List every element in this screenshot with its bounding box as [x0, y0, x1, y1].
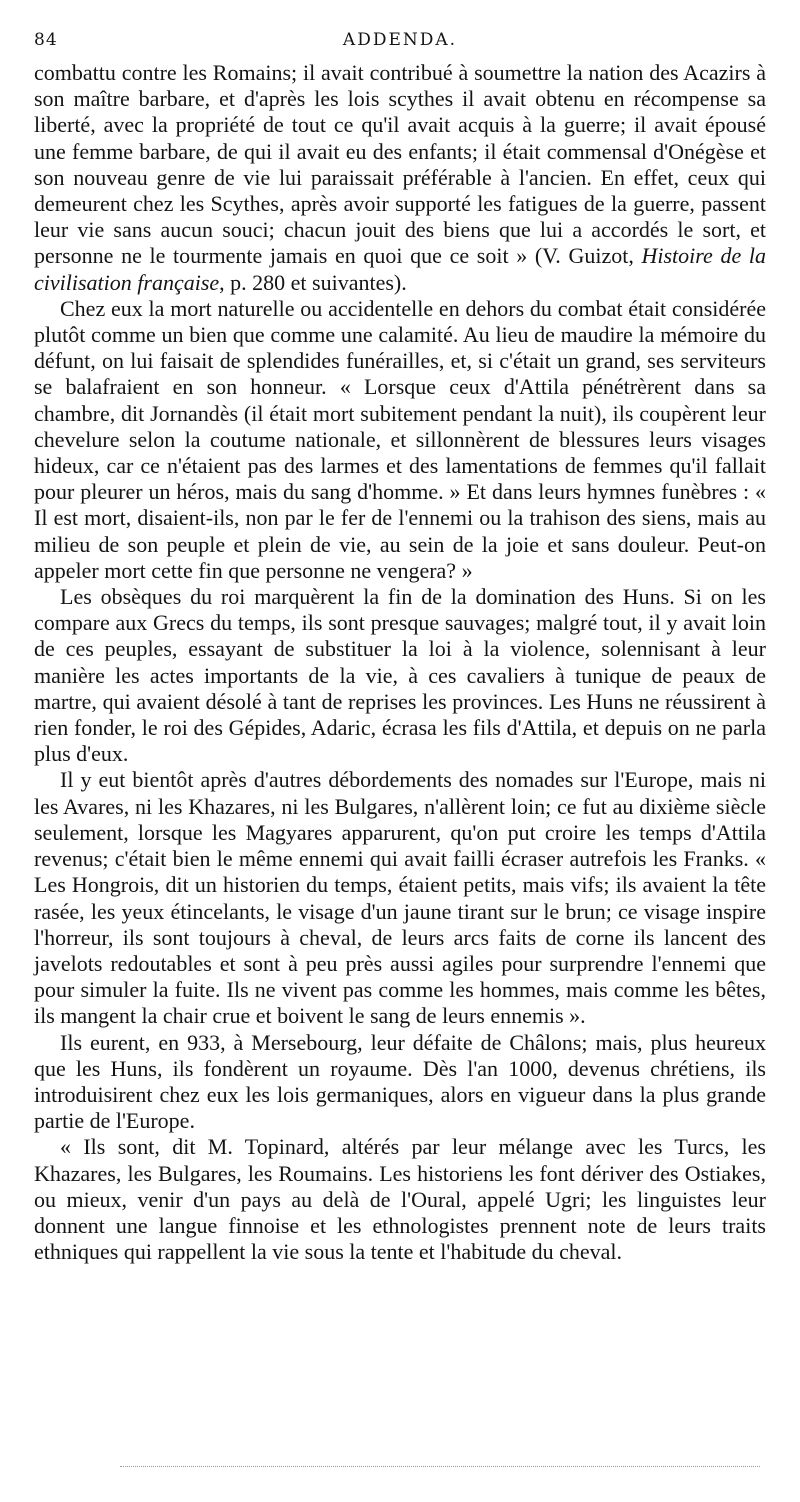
- page-number: 84: [34, 30, 58, 50]
- page-header: [34, 30, 766, 56]
- paragraph-death-customs: Chez eux la mort naturelle ou accidentelle en dehors du combat était considérée plutôt comme un bien que comme une calamité. Au lieu de maudire la mémoire du défunt, on lui faisait de splendides funérailles, et, si c'était un grand, ses serviteurs se balafraient en son honneur. « Lorsque ceux d'Attila pénétrèrent dans sa chambre, dit Jornandès (il était mort subitement pendant la nuit), ils coupèrent leur chevelure selon la coutume nationale, et sillonnèrent de blessures leurs visages hideux, car ce n'étaient pas des larmes et des lamentations de femmes qu'il fallait pour pleurer un héros, mais du sang d'homme. » Et dans leurs hymnes funèbres : « Il est mort, disaient-ils, non par le fer de l'ennemi ou la trahison des siens, mais au milieu de son peuple et plein de vie, au sein de la joie et sans douleur. Peut-on appeler mort cette fin que personne ne vengera? »: [34, 295, 766, 583]
- paragraph-text: combattu contre les Romains; il avait contribué à soumettre la nation des Acazirs à son maître barbare, et d'après les lois scythes il avait obtenu en récompense sa liberté, avec la propriété de tout ce qu'il avait acquis à la guerre; il avait épousé une femme barbare, de qui il avait eu des enfants; il était commensal d'Onégèse et son nouveau genre de vie lui paraissait préférable à l'ancien. En effet, ceux qui demeurent chez les Scythes, après avoir supporté les fatigues de la guerre, passent leur vie sans aucun souci; chacun jouit des biens que lui a accordés le sort, et personne ne le tourmente jamais en quoi que ce soit » (V. Guizot,: [34, 60, 766, 269]
- body-text: [34, 60, 766, 1265]
- paragraph-topinard-quote: « Ils sont, dit M. Topinard, altérés par leur mélange avec les Turcs, les Khazares, les Bulgares, les Roumains. Les historiens les font dériver des Ostiakes, ou mieux, venir d'un pays au delà de l'Oural, appelé Ugri; les linguistes leur donnent une langue finnoise et les ethnologistes prennent note de leurs traits ethniques qui rappellent la vie sous la tente et l'habitude du cheval.: [34, 1134, 766, 1265]
- paragraph-text: , p. 280 et suivantes).: [219, 269, 407, 295]
- paragraph-continuation: [34, 60, 766, 296]
- paragraph-magyars: Il y eut bientôt après d'autres débordements des nomades sur l'Europe, mais ni les Avares, ni les Khazares, ni les Bulgares, n'allèrent loin; ce fut au dixième siècle seulement, lorsque les Magyares apparurent, qu'on put croire les temps d'Attila revenus; c'était bien le même ennemi qui avait failli écraser autrefois les Franks. « Les Hongrois, dit un historien du temps, étaient petits, mais vifs; ils avaient la tête rasée, les yeux étincelants, le visage d'un jaune tirant sur le brun; ce visage inspire l'horreur, ils sont toujours à cheval, de leurs arcs faits de corne ils lancent des javelots redoutables et sont à peu près aussi agiles pour surprendre l'ennemi que pour simuler la fuite. Ils ne vivent pas comme les hommes, mais comme les bêtes, ils mangent la chair crue et boivent le sang de leurs ennemis ».: [34, 767, 766, 1029]
- paragraph-kingdom: Ils eurent, en 933, à Mersebourg, leur défaite de Châlons; mais, plus heureux que les Huns, ils fondèrent un royaume. Dès l'an 1000, devenus chrétiens, ils introduisirent chez eux les lois germaniques, alors en vigueur dans la plus grande partie de l'Europe.: [34, 1029, 766, 1134]
- paragraph-end-of-huns: Les obsèques du roi marquèrent la fin de la domination des Huns. Si on les compare aux Grecs du temps, ils sont presque sauvages; malgré tout, il y avait loin de ces peuples, essayant de substituer la loi à la violence, solennisant à leur manière les actes importants de la vie, à ces cavaliers à tunique de peaux de martre, qui avaient désolé à tant de reprises les provinces. Les Huns ne réussirent à rien fonder, le roi des Gépides, Adaric, écrasa les fils d'Attila, et depuis on ne parla plus d'eux.: [34, 584, 766, 767]
- book-title-italic: Histoire de la civilisation française: [34, 243, 766, 295]
- bottom-bleed-rule: [120, 1466, 760, 1467]
- running-head: ADDENDA.: [342, 30, 458, 50]
